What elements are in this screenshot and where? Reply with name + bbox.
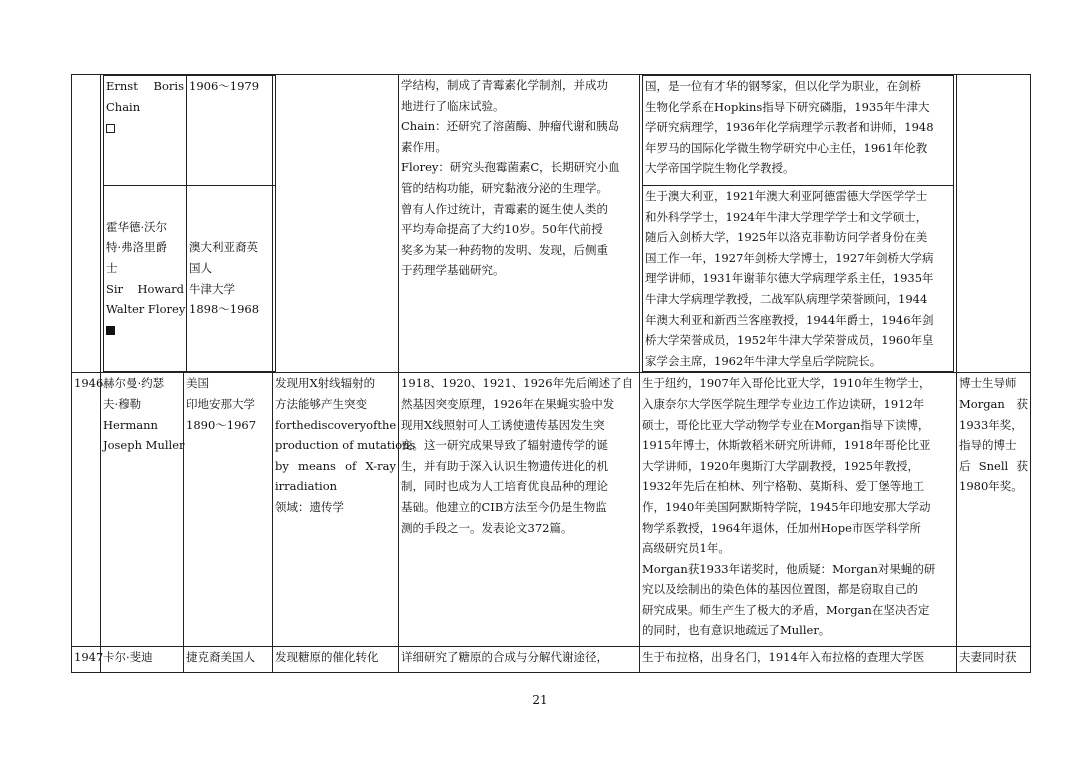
bio-line: 高级研究员1年。 <box>642 541 730 556</box>
biography-cell <box>640 75 957 373</box>
bio-line: 1915年博士，休斯敦稻米研究所讲师，1918年哥伦比亚 <box>642 438 931 453</box>
research-line: 于药理学基础研究。 <box>401 263 505 278</box>
laureate-name-line: Walter Florey <box>106 302 186 317</box>
bio-line: 物学系教授，1964年退休，任加州Hope市医学科学所 <box>642 520 921 535</box>
nobel-laureates-table <box>71 74 1031 673</box>
table-row <box>72 373 1031 647</box>
year-cell <box>72 75 101 373</box>
notes-line: 1933年奖， <box>959 417 1023 432</box>
research-line: 学结构，制成了青霉素化学制剂，并成功 <box>401 78 608 92</box>
bio-line: 生于布拉格，出身名门，1914年入布拉格的查理大学医 <box>642 650 925 665</box>
bio-line: 学研究病理学，1936年化学病理学示教者和讲师，1948 <box>645 120 934 135</box>
research-line: 制，同时也成为人工培育优良品种的理论 <box>401 479 608 494</box>
laureate-info-cell <box>184 647 273 673</box>
notes-line: 指导的博士 <box>959 438 1017 453</box>
laureate-info-cell <box>184 373 273 647</box>
achievement-line: 方法能够产生突变 <box>275 396 367 411</box>
biography-cell <box>640 647 957 673</box>
research-line: 平均寿命提高了大约10岁。50年代前授 <box>401 222 603 237</box>
research-cell <box>399 373 640 647</box>
research-line: 1918、1920、1921、1926年先后阐述了自 <box>401 376 634 391</box>
research-line: 地进行了临床试验。 <box>401 98 505 113</box>
research-line: Chain：还研究了溶菌酶、肿瘤代谢和胰岛 <box>401 119 620 134</box>
research-line: Florey：研究头孢霉菌素C，长期研究小血 <box>401 160 620 175</box>
research-line: 管的结构功能，研究黏液分泌的生理学。 <box>401 180 608 195</box>
research-line: 详细研究了糖原的合成与分解代谢途径， <box>401 650 608 665</box>
bio-line: 的同时，也有意识地疏远了Muller。 <box>642 623 831 638</box>
achievement-line: 发现用X射线辐射的 <box>275 376 376 391</box>
open-square-marker <box>106 124 115 133</box>
table-row <box>72 75 1031 373</box>
achievement-line: production of mutations <box>275 438 416 453</box>
bio-line: 生于纽约，1907年入哥伦比亚大学，1910年生物学士， <box>642 376 931 391</box>
bio-line: 和外科学学士，1924年牛津大学理学学士和文学硕士， <box>645 209 928 224</box>
research-line: 素作用。 <box>401 139 447 154</box>
bio-line: 大学帝国学院生物化学教授。 <box>645 161 795 176</box>
laureate-name-line: 赫尔曼·约瑟 <box>103 376 165 391</box>
laureate-info-line: 国人 <box>189 260 212 275</box>
research-cell <box>399 75 640 373</box>
achievement-line: by means of X-ray <box>275 458 396 473</box>
notes-line: 夫妻同时获 <box>959 650 1017 665</box>
research-line: 测的手段之一。发表论文372篇。 <box>401 520 573 535</box>
research-line: 然基因突变原理，1926年在果蝇实验中发 <box>401 396 615 411</box>
achievement-line: 领域：遗传学 <box>275 499 344 514</box>
biography-cell <box>640 373 957 647</box>
research-line: 奖多为某一种药物的发明、发现，后侧重 <box>401 242 608 257</box>
laureate-info-line: 牛津大学 <box>189 281 235 296</box>
bio-line: 桥大学荣誉成员，1952年牛津大学荣誉成员，1960年皇 <box>645 333 934 348</box>
bio-line: 生物化学系在Hopkins指导下研究磷脂，1935年牛津大 <box>645 99 930 114</box>
laureate-name-line: 特·弗洛里爵 <box>106 240 168 255</box>
laureate-info-line: 印地安那大学 <box>186 396 255 411</box>
research-line: 曾有人作过统计，青霉素的诞生使人类的 <box>401 201 608 216</box>
research-line: 生，并有助于深入认识生物遗传进化的机 <box>401 458 608 473</box>
achievement-line: for the discovery of the <box>275 417 397 432</box>
laureate-info-line: 美国 <box>186 376 209 391</box>
laureate-name-cell <box>101 373 184 647</box>
bio-line: 入康奈尔大学医学院生理学专业边工作边读研，1912年 <box>642 396 925 411</box>
bio-line: 研究成果。师生产生了极大的矛盾，Morgan在坚决否定 <box>642 602 930 617</box>
laureate-name-line: 士 <box>106 260 118 275</box>
laureate-info-line: 1890～1967 <box>186 417 257 432</box>
bio-line: 国工作一年，1927年剑桥大学博士，1927年剑桥大学病 <box>645 250 934 265</box>
laureate-name-line: 夫·穆勒 <box>103 396 142 411</box>
achievement-cell <box>273 75 399 373</box>
achievement-line: irradiation <box>275 479 338 494</box>
research-line: 变。这一研究成果导致了辐射遗传学的诞 <box>401 438 608 453</box>
laureate-name-line: Joseph Muller <box>103 438 185 453</box>
table-row <box>72 647 1031 673</box>
research-line: 基础。他建立的CIB方法至今仍是生物监 <box>401 499 607 514</box>
achievement-cell <box>273 373 416 647</box>
laureate-name-line: Sir Howard <box>106 281 184 296</box>
bio-line: 生于澳大利亚，1921年澳大利亚阿德雷德大学医学学士 <box>645 189 928 203</box>
notes-cell <box>957 75 1031 373</box>
achievement-cell <box>273 647 399 673</box>
bio-line: 牛津大学病理学教授，二战军队病理学荣誉顾问，1944 <box>645 291 928 306</box>
laureates-cell <box>101 75 273 373</box>
bio-line: 1932年先后在柏林、列宁格勒、莫斯科、爱丁堡等地工 <box>642 479 925 494</box>
research-cell <box>399 647 640 673</box>
research-line: 现用X线照射可人工诱使遗传基因发生突 <box>401 417 605 432</box>
notes-line: 博士生导师 <box>959 376 1017 391</box>
laureate-name-line: 卡尔·斐迪 <box>103 650 153 665</box>
bio-line: 国，是一位有才华的钢琴家，但以化学为职业，在剑桥 <box>645 79 921 93</box>
bio-line: 年罗马的国际化学微生物学研究中心主任，1961年伦教 <box>645 140 928 155</box>
laureate-info-line: 捷克裔美国人 <box>186 650 255 665</box>
bio-line: 究以及绘制出的染色体的基因位置图，都是窃取自己的 <box>642 582 918 597</box>
bio-line: 家学会主席，1962年牛津大学皇后学院院长。 <box>645 353 882 368</box>
solid-square-marker <box>106 326 115 335</box>
bio-line: 年澳大利亚和新西兰客座教授，1944年爵士，1946年剑 <box>645 312 934 327</box>
year-cell: 1947 <box>72 647 101 673</box>
bio-line: 理学讲师，1931年谢菲尔德大学病理学系主任，1935年 <box>645 271 934 286</box>
year-cell: 1946 <box>72 373 101 647</box>
bio-line: 大学讲师，1920年奥斯汀大学副教授，1925年教授， <box>642 458 920 473</box>
notes-cell <box>957 647 1031 673</box>
laureate-name-line: Hermann <box>103 417 158 432</box>
laureate-name-line: Chain <box>106 99 141 114</box>
notes-cell <box>957 373 1031 647</box>
laureate-info-line: 1898～1968 <box>189 302 260 317</box>
laureate-name-line: Ernst Boris <box>106 79 184 93</box>
bio-line: 作，1940年美国阿默斯特学院，1945年印地安那大学动 <box>642 499 931 514</box>
page-number: 21 <box>532 693 548 707</box>
laureate-info-line: 澳大利亚裔英 <box>189 240 258 255</box>
achievement-line: 发现糖原的催化转化 <box>275 650 379 665</box>
notes-line: 1980年奖。 <box>959 479 1023 494</box>
bio-line: 随后入剑桥大学，1925年以洛克菲勒访问学者身份在美 <box>645 230 928 245</box>
laureate-years: 1906～1979 <box>189 79 260 93</box>
notes-line: 后 Snell 获 <box>959 458 1028 473</box>
bio-line: Morgan获1933年诺奖时，他质疑：Morgan对果蝇的研 <box>642 561 936 576</box>
notes-line: Morgan 获 <box>959 396 1028 411</box>
laureate-name-line: 霍华德·沃尔 <box>106 219 168 234</box>
laureate-name-cell <box>101 647 184 673</box>
bio-line: 硕士，哥伦比亚大学动物学专业在Morgan指导下读博， <box>642 417 930 432</box>
